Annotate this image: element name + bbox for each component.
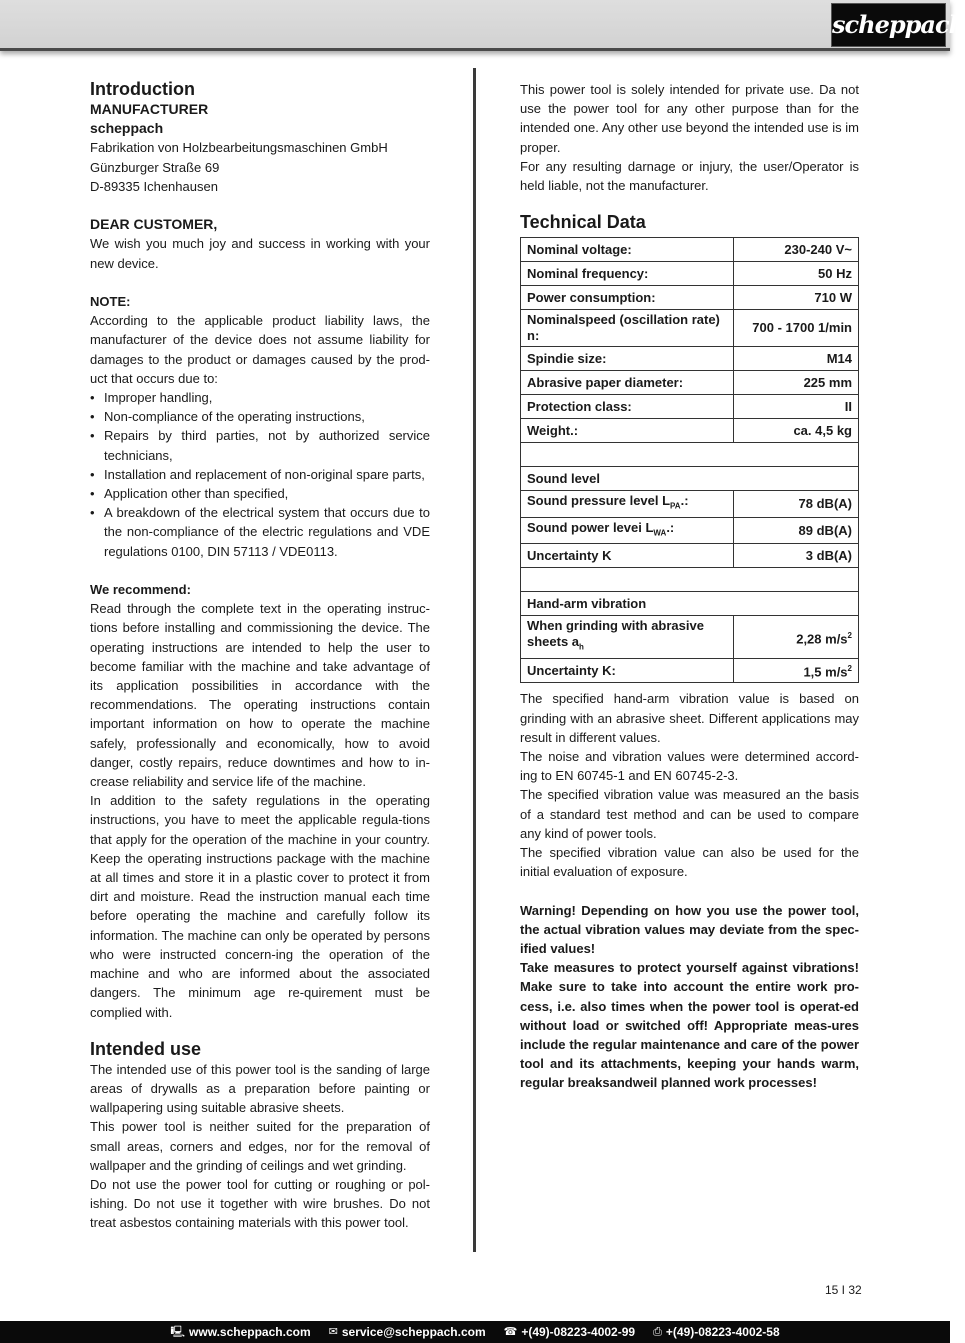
spec-label: Weight.:: [521, 419, 734, 443]
note-bullet-list: [90, 388, 430, 561]
recommend-paragraph: Read through the complete text in the operating instruc-tions before installing and commissioning the device. The operating instructions are intended to help the user to become familiar with the machine and take advantage of its application possibilities in accordance with the recommendations. The operating instructions contain important information on how to operate the machine safely, professionally and economically, how to avoid danger, costly repairs, reduce downtimes and how to in-crease reliability and service life of the machine.: [90, 601, 430, 790]
spec-label: Uncertainty K: [521, 544, 734, 568]
spec-label: Uncertainty K:: [521, 659, 734, 683]
vibration-heading: Hand-arm vibration: [521, 592, 859, 616]
left-column: [90, 78, 430, 1233]
spec-label: Nominal voltage:: [521, 238, 734, 262]
spec-label: Nominalspeed (oscillation rate) n:: [521, 310, 734, 347]
intended-use-paragraph: For any resulting darnage or injury, the user/Operator is held liable, not the manufacturer.: [520, 158, 859, 194]
footer-email-link[interactable]: service@scheppach.com: [341, 1325, 486, 1339]
table-row-empty: [521, 568, 859, 592]
table-row: [521, 419, 859, 443]
table-row: [521, 347, 859, 371]
brand-logo: scheppach: [831, 3, 946, 47]
vibration-note: The specified vibration value can also be used for the initial evaluation of exposure.: [520, 844, 859, 880]
footer-bar: [0, 1321, 950, 1343]
dear-customer-text: We wish you much joy and success in working with your new device.: [90, 236, 430, 271]
manufacturer-label: MANUFACTURER: [90, 101, 209, 117]
vibration-note: The specified vibration value was measured an the basis of a standard test method and can be used to compare any kind of power tools.: [520, 787, 859, 841]
table-row: [521, 395, 859, 419]
list-item: • Repairs by third parties, not by authorized service technicians,: [90, 426, 430, 464]
recommend-paragraph: In addition to the safety regulations in the operating instructions, you have to meet the applicable regula-tions that apply for the operation of the machine in your country. Keep the operating instructions package with the machine at all times and store it in a plastic cover to protect it from dirt and moisture. Read the instruction manual each time before operating the machine and carefully follow its information. The machine can only be operated by persons who were instructed concern-ing the operation of the machine and who are informed about the associated dangers. The minimum age re-quirement must be complied with.: [90, 793, 430, 1020]
list-item: • Non-compliance of the operating instructions,: [90, 407, 430, 426]
table-row: [521, 238, 859, 262]
spec-label: Protection class:: [521, 395, 734, 419]
spec-value: 1,5 $m/s^2$: [734, 659, 859, 683]
list-item: • Installation and replacement of non-original spare parts,: [90, 465, 430, 484]
table-row: [521, 592, 859, 616]
spec-label: Sound power levei $L_{WA}$.:: [521, 517, 734, 544]
table-row: [521, 310, 859, 347]
address-line: D-89335 Ichenhausen: [90, 178, 218, 194]
spec-value: 3 dB(A): [734, 544, 859, 568]
table-row: [521, 659, 859, 683]
company-name: scheppach: [90, 120, 164, 137]
intended-use-paragraph: Do not use the power tool for cutting or roughing or pol-ishing. Do not use it together with wire brushes. Do not treat asbestos containing materials with this power tool.: [90, 1176, 430, 1231]
dear-customer-heading: DEAR CUSTOMER,: [90, 216, 218, 233]
spec-value: 700 - 1700 1/min: [734, 310, 859, 347]
table-row: [521, 616, 859, 659]
spec-label: When grinding with abrasive sheets $a_h$: [521, 616, 734, 659]
right-column: [520, 80, 859, 1093]
footer-fax: +(49)-08223-4002-58: [665, 1325, 780, 1339]
header-bar: [0, 0, 965, 51]
intended-use-paragraph: This power tool is solely intended for private use. Da not use the power tool for any other purpose than for the intended one. Any other use beyond the intended use is im proper.: [520, 82, 859, 155]
page-number: 15 I 32: [825, 1283, 862, 1297]
spec-label: Sound pressure level $L_{PA}$.:: [521, 491, 734, 518]
address-line: Günzburger Straße 69: [90, 159, 220, 175]
intended-use-title: Intended use: [90, 1038, 202, 1059]
vibration-warning: Take measures to protect yourself against vibrations! Make sure to take into account the entire work pro-cess, i.e. also times when the power tool is operat-ed without load or switched off! Appropriate meas-ures include the regular maintenance and care of the power tool and its attachments, keeping your hands warm, regular breaksandweil planned work processes!: [520, 960, 859, 1091]
spec-value: M14: [734, 347, 859, 371]
spec-value: ca. 4,5 kg: [734, 419, 859, 443]
spec-value: 78 dB(A): [734, 491, 859, 518]
table-row: [521, 517, 859, 544]
table-row: [521, 491, 859, 518]
address-line: Fabrikation von Holzbearbeitungsmaschinen GmbH: [90, 140, 388, 156]
recommend-heading: We recommend:: [90, 582, 191, 598]
note-heading: NOTE:: [90, 294, 131, 309]
table-row: [521, 467, 859, 491]
spec-label: Abrasive paper diameter:: [521, 371, 734, 395]
list-item: • A breakdown of the electrical system that occurs due to the non-compliance of the electric regulations and VDE regulations 0100, DIN 57113 / VDE0113.: [90, 503, 430, 561]
note-text: According to the applicable product liability laws, the manufacturer of the device does not assume liability for damages to the product or damages caused by the prod-uct that occurs due to:: [90, 313, 430, 386]
email-icon: ✉: [328, 1326, 338, 1338]
technical-data-table: [520, 237, 859, 683]
table-row: [521, 286, 859, 310]
table-row-empty: [521, 443, 859, 467]
table-row: [521, 371, 859, 395]
spec-value: 225 mm: [734, 371, 859, 395]
fax-icon: ⎙: [653, 1326, 662, 1338]
table-row: [521, 262, 859, 286]
phone-icon: ☎: [503, 1326, 518, 1338]
footer-phone: +(49)-08223-4002-99: [521, 1325, 636, 1339]
spec-label: Spindie size:: [521, 347, 734, 371]
computer-icon: 🖳: [170, 1326, 186, 1338]
introduction-title: Introduction: [90, 79, 195, 99]
table-row: [521, 544, 859, 568]
spec-value: 710 W: [734, 286, 859, 310]
vibration-note: The specified hand-arm vibration value is based on grinding with an abrasive sheet. Different applications may result in different values.: [520, 691, 859, 745]
spec-value: 2,28 $m/s^2$: [734, 616, 859, 659]
vibration-note: The noise and vibration values were determined accord-ing to EN 60745-1 and EN 60745-2-3.: [520, 748, 859, 784]
column-divider: [473, 68, 476, 1252]
technical-data-title: Technical Data: [520, 212, 646, 233]
footer-website-link[interactable]: www.scheppach.com: [189, 1325, 311, 1339]
intended-use-paragraph: This power tool is neither suited for the preparation of small areas, corners and edges, nor for the removal of wallpaper and the grinding of ceilings and wet grinding.: [90, 1119, 430, 1173]
spec-value: 50 Hz: [734, 262, 859, 286]
list-item: • Application other than specified,: [90, 484, 430, 503]
list-item: • Improper handling,: [90, 388, 430, 407]
spec-label: Nominal frequency:: [521, 262, 734, 286]
sound-level-heading: Sound level: [521, 467, 859, 491]
spec-label: Power consumption:: [521, 286, 734, 310]
spec-value: 230-240 V~: [734, 238, 859, 262]
intended-use-paragraph: The intended use of this power tool is the sanding of large areas of drywalls as a preparation before painting or wallpapering using suitable abrasive sheets.: [90, 1061, 430, 1116]
spec-value: II: [734, 395, 859, 419]
vibration-warning: Warning! Depending on how you use the power tool, the actual vibration values may deviate from the spec-ified values!: [520, 902, 859, 956]
spec-value: 89 dB(A): [734, 517, 859, 544]
